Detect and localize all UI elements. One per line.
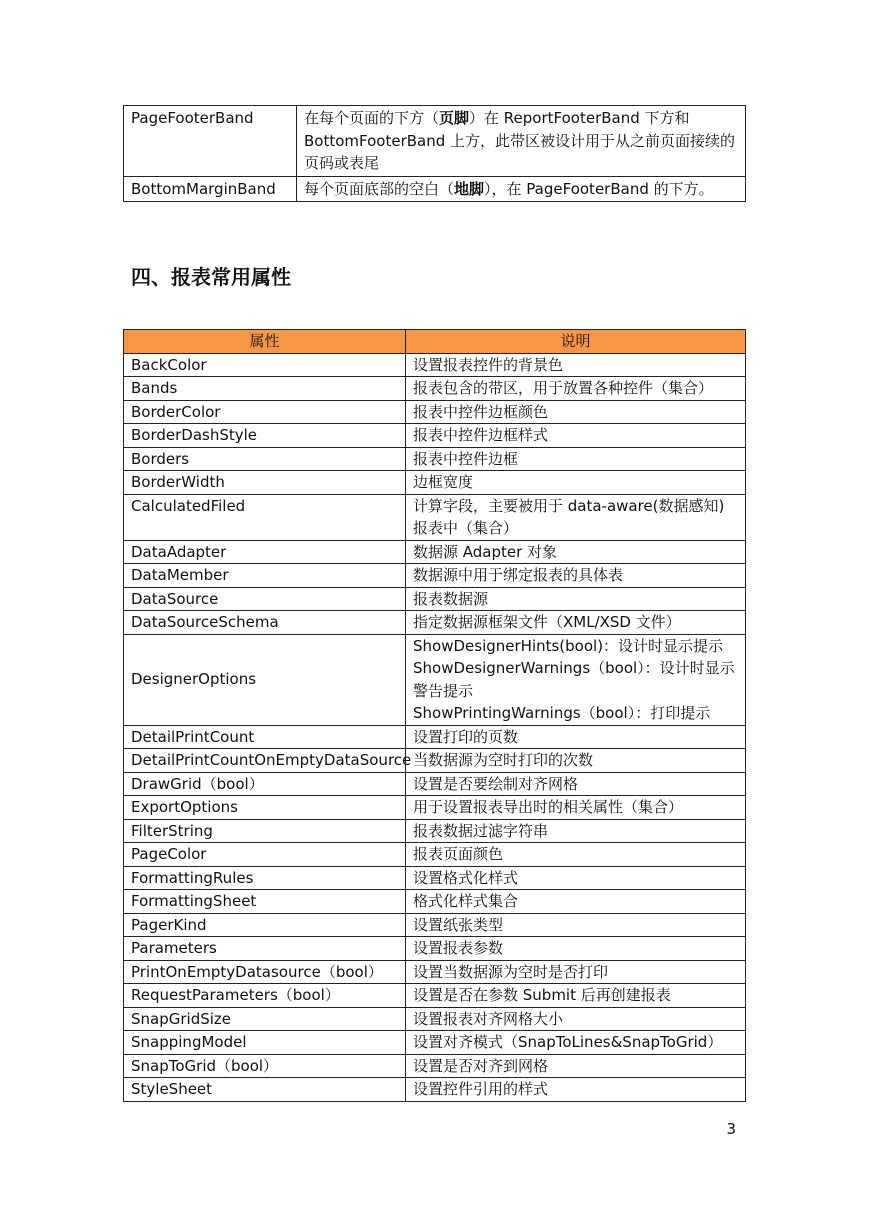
property-name: Parameters (124, 937, 406, 961)
property-row (124, 960, 746, 984)
property-name: PageColor (124, 843, 406, 867)
property-row (124, 377, 746, 401)
property-description (406, 984, 746, 1008)
band-description-text: ），在 PageFooterBand 的下方。 (484, 179, 714, 198)
property-row (124, 796, 746, 820)
property-name: FormattingSheet (124, 890, 406, 914)
property-name: DetailPrintCountOnEmptyDataSource (124, 749, 406, 773)
property-row (124, 819, 746, 843)
property-row (124, 540, 746, 564)
header-property: 属性 (124, 330, 406, 354)
property-description (406, 424, 746, 448)
property-description-line: 边框宽度 (413, 473, 474, 491)
property-description (406, 725, 746, 749)
property-row (124, 400, 746, 424)
property-name: DataAdapter (124, 540, 406, 564)
property-description (406, 634, 746, 725)
property-description (406, 353, 746, 377)
property-description-line: 设置报表对齐网格大小 (413, 1009, 564, 1028)
property-description (406, 611, 746, 635)
property-description (406, 1078, 746, 1102)
property-description-line: 设置是否对齐到网格 (413, 1056, 549, 1075)
property-description-line: 计算字段，主要被用于 data-aware(数据感知) 报表中（集合） (413, 496, 725, 537)
property-description-line: 报表包含的带区，用于放置各种控件（集合） (413, 379, 714, 397)
band-name: BottomMarginBand (124, 176, 297, 202)
property-description (406, 447, 746, 471)
property-row (124, 1054, 746, 1078)
property-row (124, 471, 746, 495)
property-description-line: 设置打印的页数 (413, 727, 519, 746)
page-number: 3 (726, 1120, 736, 1138)
band-name: PageFooterBand (124, 106, 297, 177)
property-description-line: 报表中控件边框样式 (413, 426, 549, 444)
property-description-line: 报表中控件边框 (413, 449, 519, 468)
band-description (297, 176, 746, 202)
property-description (406, 913, 746, 937)
property-row (124, 984, 746, 1008)
property-row (124, 447, 746, 471)
property-description (406, 1054, 746, 1078)
property-name: CalculatedFiled (124, 494, 406, 540)
property-name: Bands (124, 377, 406, 401)
property-row (124, 725, 746, 749)
property-row (124, 843, 746, 867)
property-name: ExportOptions (124, 796, 406, 820)
property-description (406, 866, 746, 890)
property-row (124, 866, 746, 890)
property-description-line: ShowDesignerHints(bool)：设计时显示提示 (413, 636, 724, 655)
property-row (124, 937, 746, 961)
property-row (124, 587, 746, 611)
properties-header-row (124, 330, 746, 354)
property-description (406, 377, 746, 401)
band-description (297, 106, 746, 177)
property-row (124, 749, 746, 773)
property-name: SnapGridSize (124, 1007, 406, 1031)
property-description (406, 772, 746, 796)
band-description-emphasis: 地脚 (454, 179, 485, 198)
property-name: PrintOnEmptyDatasource（bool） (124, 960, 406, 984)
property-description (406, 471, 746, 495)
property-description-line: 报表中控件边框颜色 (413, 402, 549, 421)
property-description (406, 819, 746, 843)
property-description-line: 设置控件引用的样式 (413, 1080, 549, 1098)
property-row (124, 772, 746, 796)
property-description-line: 报表数据过滤字符串 (413, 821, 549, 840)
property-row (124, 890, 746, 914)
property-name: DesignerOptions (124, 634, 406, 725)
property-description (406, 960, 746, 984)
header-description: 说明 (406, 330, 746, 354)
property-description-line: 设置纸张类型 (413, 915, 504, 934)
property-name: DataSource (124, 587, 406, 611)
property-description (406, 890, 746, 914)
property-description (406, 937, 746, 961)
property-name: DataMember (124, 564, 406, 588)
band-table (123, 105, 746, 202)
property-row (124, 564, 746, 588)
property-description-line: 格式化样式集合 (413, 892, 519, 910)
property-description-line: 报表页面颜色 (413, 845, 504, 863)
band-row (124, 106, 746, 177)
property-description-line: 当数据源为空时打印的次数 (413, 751, 594, 769)
property-row (124, 494, 746, 540)
property-description-line: 设置是否要绘制对齐网格 (413, 774, 579, 793)
band-row (124, 176, 746, 202)
property-name: SnapToGrid（bool） (124, 1054, 406, 1078)
property-row (124, 1007, 746, 1031)
property-description-line: 设置报表控件的背景色 (413, 355, 564, 374)
property-description-line: 设置报表参数 (413, 939, 504, 957)
property-description-line: 报表数据源 (413, 589, 489, 608)
property-description-line: ShowPrintingWarnings（bool）：打印提示 (413, 704, 711, 722)
property-description (406, 1031, 746, 1055)
property-name: StyleSheet (124, 1078, 406, 1102)
property-description-line: 用于设置报表导出时的相关属性（集合） (413, 798, 684, 816)
section-heading: 四、报表常用属性 (131, 265, 291, 289)
property-description-line: 设置对齐模式（SnapToLines&SnapToGrid） (413, 1033, 723, 1051)
property-description (406, 749, 746, 773)
property-row (124, 1031, 746, 1055)
property-description-line: ShowDesignerWarnings（bool）：设计时显示警告提示 (413, 659, 735, 700)
property-description (406, 587, 746, 611)
property-description-line: 指定数据源框架文件（XML/XSD 文件） (413, 613, 681, 631)
property-name: SnappingModel (124, 1031, 406, 1055)
property-row (124, 424, 746, 448)
property-description-line: 数据源 Adapter 对象 (413, 542, 558, 561)
band-description-emphasis: 页脚 (439, 109, 470, 127)
property-row (124, 1078, 746, 1102)
property-name: BorderColor (124, 400, 406, 424)
property-name: FilterString (124, 819, 406, 843)
property-description (406, 796, 746, 820)
property-row (124, 353, 746, 377)
band-description-text: ）在 ReportFooterBand 下方和 BottomFooterBand 上方，此带区被设计用于从之前页面接续的页码或表尾 (304, 109, 736, 172)
property-name: Borders (124, 447, 406, 471)
property-description (406, 843, 746, 867)
property-description-line: 设置当数据源为空时是否打印 (413, 962, 609, 981)
property-name: PagerKind (124, 913, 406, 937)
property-description-line: 设置是否在参数 Submit 后再创建报表 (413, 986, 671, 1004)
property-name: BackColor (124, 353, 406, 377)
property-row (124, 611, 746, 635)
property-row (124, 634, 746, 725)
properties-table (123, 329, 746, 1102)
property-description (406, 564, 746, 588)
property-name: DataSourceSchema (124, 611, 406, 635)
property-name: BorderDashStyle (124, 424, 406, 448)
property-description (406, 540, 746, 564)
property-name: DetailPrintCount (124, 725, 406, 749)
property-name: BorderWidth (124, 471, 406, 495)
property-description-line: 数据源中用于绑定报表的具体表 (413, 566, 624, 584)
property-description (406, 400, 746, 424)
band-description-text: 每个页面底部的空白（ (304, 179, 455, 198)
property-description-line: 设置格式化样式 (413, 868, 519, 887)
property-description (406, 494, 746, 540)
band-description-text: 在每个页面的下方（ (304, 109, 440, 127)
property-name: DrawGrid（bool） (124, 772, 406, 796)
property-row (124, 913, 746, 937)
property-description (406, 1007, 746, 1031)
property-name: FormattingRules (124, 866, 406, 890)
property-name: RequestParameters（bool） (124, 984, 406, 1008)
